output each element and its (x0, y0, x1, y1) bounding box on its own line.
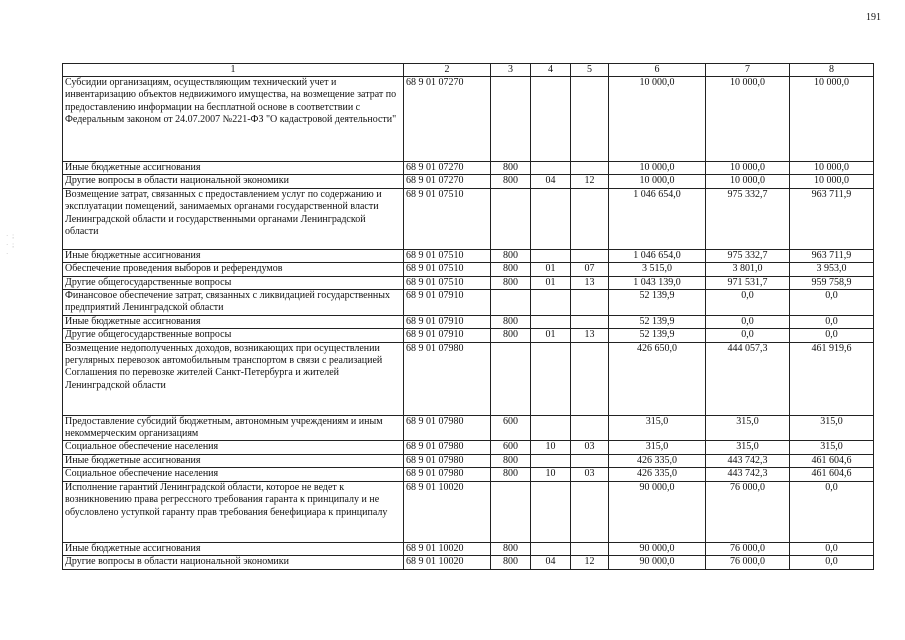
row-code-cell: 68 9 01 07510 (404, 249, 491, 262)
row-code-cell: 68 9 01 07510 (404, 263, 491, 276)
row-subsection-cell (571, 77, 609, 162)
page-number: 191 (866, 12, 881, 23)
row-code-cell: 68 9 01 07980 (404, 415, 491, 441)
row-section-cell (531, 290, 571, 316)
row-amount-col6-cell: 1 046 654,0 (609, 188, 706, 249)
row-subsection-cell: 03 (571, 441, 609, 454)
row-expense-type-cell (491, 342, 531, 415)
row-amount-col8-cell: 0,0 (790, 542, 874, 555)
row-amount-col7-cell: 975 332,7 (706, 249, 790, 262)
row-expense-type-cell: 800 (491, 175, 531, 188)
row-code-cell: 68 9 01 10020 (404, 542, 491, 555)
header-cell-2: 2 (404, 64, 491, 77)
row-expense-type-cell (491, 77, 531, 162)
row-amount-col8-cell: 315,0 (790, 415, 874, 441)
table-row (63, 542, 874, 555)
row-section-cell (531, 542, 571, 555)
row-expense-type-cell: 800 (491, 276, 531, 289)
row-name-cell: Иные бюджетные ассигнования (63, 162, 404, 175)
row-subsection-cell (571, 481, 609, 542)
table-row (63, 468, 874, 481)
table-row (63, 481, 874, 542)
row-section-cell (531, 188, 571, 249)
row-amount-col7-cell: 76 000,0 (706, 542, 790, 555)
table-row (63, 188, 874, 249)
row-name-cell: Другие вопросы в области национальной экономики (63, 175, 404, 188)
row-expense-type-cell: 600 (491, 441, 531, 454)
row-amount-col6-cell: 426 650,0 (609, 342, 706, 415)
row-amount-col8-cell: 10 000,0 (790, 77, 874, 162)
row-amount-col8-cell: 3 953,0 (790, 263, 874, 276)
margin-scan-marks: · ; · ; · (6, 232, 16, 258)
row-amount-col7-cell: 10 000,0 (706, 77, 790, 162)
row-amount-col8-cell: 963 711,9 (790, 249, 874, 262)
row-expense-type-cell: 800 (491, 263, 531, 276)
row-amount-col8-cell: 0,0 (790, 481, 874, 542)
row-amount-col6-cell: 1 043 139,0 (609, 276, 706, 289)
header-cell-4: 4 (531, 64, 571, 77)
row-amount-col8-cell: 959 758,9 (790, 276, 874, 289)
row-code-cell: 68 9 01 07980 (404, 342, 491, 415)
row-amount-col7-cell: 443 742,3 (706, 468, 790, 481)
row-code-cell: 68 9 01 07980 (404, 468, 491, 481)
row-amount-col6-cell: 52 139,9 (609, 290, 706, 316)
row-expense-type-cell (491, 481, 531, 542)
row-amount-col6-cell: 10 000,0 (609, 162, 706, 175)
row-amount-col7-cell: 975 332,7 (706, 188, 790, 249)
row-code-cell: 68 9 01 07270 (404, 77, 491, 162)
row-amount-col7-cell: 443 742,3 (706, 454, 790, 467)
header-cell-3: 3 (491, 64, 531, 77)
table-row (63, 415, 874, 441)
row-subsection-cell (571, 290, 609, 316)
row-code-cell: 68 9 01 07980 (404, 441, 491, 454)
row-section-cell: 01 (531, 329, 571, 342)
row-name-cell: Возмещение недополученных доходов, возникающих при осуществлении регулярных перевозок автомобильным транспортом в связи с реализацией Соглашения по перевозке жителей Санкт-Петербурга и жителей Ленинградской области (63, 342, 404, 415)
table-row (63, 290, 874, 316)
row-expense-type-cell: 800 (491, 249, 531, 262)
table-row (63, 454, 874, 467)
table-row (63, 162, 874, 175)
row-code-cell: 68 9 01 07270 (404, 175, 491, 188)
row-amount-col7-cell: 76 000,0 (706, 481, 790, 542)
row-amount-col7-cell: 0,0 (706, 290, 790, 316)
row-amount-col6-cell: 90 000,0 (609, 556, 706, 569)
row-section-cell (531, 415, 571, 441)
row-amount-col6-cell: 10 000,0 (609, 175, 706, 188)
row-amount-col7-cell: 0,0 (706, 329, 790, 342)
row-amount-col7-cell: 0,0 (706, 315, 790, 328)
row-code-cell: 68 9 01 10020 (404, 556, 491, 569)
row-amount-col8-cell: 10 000,0 (790, 162, 874, 175)
row-subsection-cell: 13 (571, 329, 609, 342)
row-name-cell: Социальное обеспечение населения (63, 441, 404, 454)
row-section-cell: 10 (531, 468, 571, 481)
table-row (63, 276, 874, 289)
row-code-cell: 68 9 01 07510 (404, 276, 491, 289)
row-amount-col6-cell: 90 000,0 (609, 481, 706, 542)
row-section-cell: 01 (531, 263, 571, 276)
row-section-cell: 01 (531, 276, 571, 289)
row-expense-type-cell (491, 290, 531, 316)
row-amount-col7-cell: 3 801,0 (706, 263, 790, 276)
row-name-cell: Другие вопросы в области национальной экономики (63, 556, 404, 569)
row-subsection-cell (571, 542, 609, 555)
row-subsection-cell (571, 188, 609, 249)
row-expense-type-cell: 800 (491, 468, 531, 481)
row-code-cell: 68 9 01 07910 (404, 290, 491, 316)
row-name-cell: Другие общегосударственные вопросы (63, 329, 404, 342)
header-cell-7: 7 (706, 64, 790, 77)
row-expense-type-cell: 800 (491, 542, 531, 555)
row-name-cell: Иные бюджетные ассигнования (63, 315, 404, 328)
row-section-cell (531, 342, 571, 415)
row-name-cell: Социальное обеспечение населения (63, 468, 404, 481)
row-amount-col8-cell: 0,0 (790, 556, 874, 569)
row-amount-col6-cell: 315,0 (609, 415, 706, 441)
row-amount-col6-cell: 90 000,0 (609, 542, 706, 555)
table-row (63, 556, 874, 569)
row-name-cell: Исполнение гарантий Ленинградской области, которое не ведет к возникновению права регрессного требования гаранта к принципалу и не обусловлено уступкой гаранту прав требования бенефициара к принципалу (63, 481, 404, 542)
table-row (63, 329, 874, 342)
row-section-cell (531, 315, 571, 328)
row-amount-col7-cell: 971 531,7 (706, 276, 790, 289)
row-subsection-cell (571, 162, 609, 175)
table-row (63, 441, 874, 454)
row-subsection-cell (571, 415, 609, 441)
row-subsection-cell (571, 249, 609, 262)
row-section-cell: 04 (531, 175, 571, 188)
row-code-cell: 68 9 01 07910 (404, 315, 491, 328)
row-amount-col6-cell: 10 000,0 (609, 77, 706, 162)
row-amount-col8-cell: 0,0 (790, 290, 874, 316)
header-cell-1: 1 (63, 64, 404, 77)
row-amount-col7-cell: 315,0 (706, 441, 790, 454)
row-name-cell: Другие общегосударственные вопросы (63, 276, 404, 289)
row-section-cell: 10 (531, 441, 571, 454)
row-amount-col6-cell: 52 139,9 (609, 315, 706, 328)
row-amount-col8-cell: 315,0 (790, 441, 874, 454)
header-cell-6: 6 (609, 64, 706, 77)
row-subsection-cell: 07 (571, 263, 609, 276)
row-name-cell: Предоставление субсидий бюджетным, автономным учреждениям и иным некоммерческим организациям (63, 415, 404, 441)
row-code-cell: 68 9 01 07510 (404, 188, 491, 249)
row-expense-type-cell: 800 (491, 162, 531, 175)
header-cell-8: 8 (790, 64, 874, 77)
table-row (63, 342, 874, 415)
row-name-cell: Финансовое обеспечение затрат, связанных с ликвидацией государственных предприятий Ленинградской области (63, 290, 404, 316)
row-subsection-cell: 13 (571, 276, 609, 289)
row-expense-type-cell: 800 (491, 329, 531, 342)
row-code-cell: 68 9 01 07980 (404, 454, 491, 467)
row-section-cell (531, 249, 571, 262)
table-row (63, 249, 874, 262)
table-row (63, 315, 874, 328)
row-amount-col8-cell: 461 604,6 (790, 454, 874, 467)
row-name-cell: Иные бюджетные ассигнования (63, 249, 404, 262)
row-section-cell (531, 481, 571, 542)
row-amount-col8-cell: 461 604,6 (790, 468, 874, 481)
row-amount-col8-cell: 461 919,6 (790, 342, 874, 415)
row-expense-type-cell (491, 188, 531, 249)
row-amount-col7-cell: 10 000,0 (706, 175, 790, 188)
row-subsection-cell (571, 315, 609, 328)
row-subsection-cell (571, 342, 609, 415)
row-amount-col6-cell: 426 335,0 (609, 468, 706, 481)
row-subsection-cell: 12 (571, 556, 609, 569)
row-section-cell (531, 454, 571, 467)
table-row (63, 175, 874, 188)
row-name-cell: Возмещение затрат, связанных с предоставлением услуг по содержанию и эксплуатации помещений, занимаемых органами государственной власти Ленинградской области и государственными органами Ленинградской области (63, 188, 404, 249)
row-amount-col6-cell: 52 139,9 (609, 329, 706, 342)
budget-table (62, 63, 874, 570)
row-amount-col8-cell: 10 000,0 (790, 175, 874, 188)
row-expense-type-cell: 600 (491, 415, 531, 441)
header-cell-5: 5 (571, 64, 609, 77)
row-name-cell: Обеспечение проведения выборов и референдумов (63, 263, 404, 276)
table-row (63, 263, 874, 276)
row-amount-col7-cell: 444 057,3 (706, 342, 790, 415)
row-expense-type-cell: 800 (491, 315, 531, 328)
row-section-cell (531, 162, 571, 175)
row-amount-col8-cell: 963 711,9 (790, 188, 874, 249)
row-section-cell: 04 (531, 556, 571, 569)
header-row (63, 64, 874, 77)
row-amount-col6-cell: 315,0 (609, 441, 706, 454)
row-amount-col8-cell: 0,0 (790, 315, 874, 328)
row-amount-col7-cell: 10 000,0 (706, 162, 790, 175)
row-code-cell: 68 9 01 07270 (404, 162, 491, 175)
row-amount-col6-cell: 3 515,0 (609, 263, 706, 276)
row-subsection-cell: 03 (571, 468, 609, 481)
row-name-cell: Иные бюджетные ассигнования (63, 454, 404, 467)
row-subsection-cell: 12 (571, 175, 609, 188)
row-code-cell: 68 9 01 10020 (404, 481, 491, 542)
table-row (63, 77, 874, 162)
row-amount-col6-cell: 1 046 654,0 (609, 249, 706, 262)
row-amount-col6-cell: 426 335,0 (609, 454, 706, 467)
row-code-cell: 68 9 01 07910 (404, 329, 491, 342)
row-name-cell: Субсидии организациям, осуществляющим технический учет и инвентаризацию объектов недвижимого имущества, на возмещение затрат по предоставлению информации на бесплатной основе в соответствии с Федеральным законом от 24.07.2007 №221-ФЗ "О кадастровой деятельности" (63, 77, 404, 162)
row-subsection-cell (571, 454, 609, 467)
row-name-cell: Иные бюджетные ассигнования (63, 542, 404, 555)
row-amount-col7-cell: 76 000,0 (706, 556, 790, 569)
row-expense-type-cell: 800 (491, 556, 531, 569)
row-expense-type-cell: 800 (491, 454, 531, 467)
row-amount-col7-cell: 315,0 (706, 415, 790, 441)
row-section-cell (531, 77, 571, 162)
row-amount-col8-cell: 0,0 (790, 329, 874, 342)
